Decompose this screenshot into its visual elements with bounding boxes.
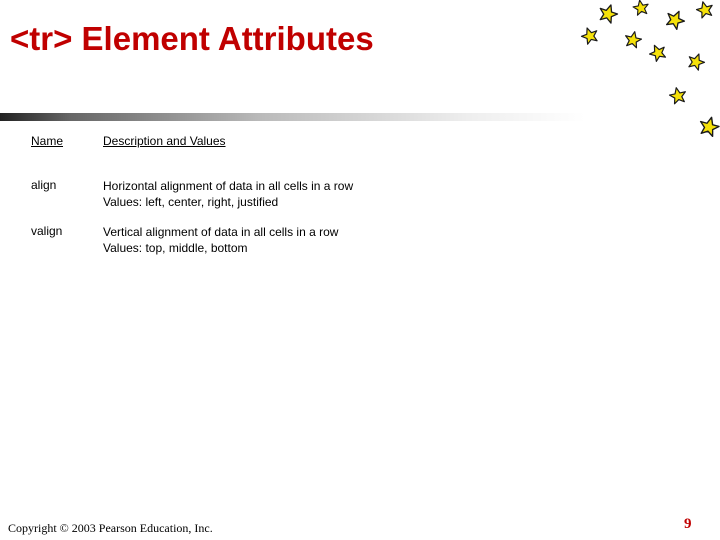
header-name: Name xyxy=(31,134,64,148)
table-row xyxy=(31,224,591,256)
table-header-row xyxy=(31,134,591,148)
copyright-footer: Copyright © 2003 Pearson Education, Inc. xyxy=(8,521,213,535)
attribute-name: align xyxy=(31,178,57,192)
stars-icon xyxy=(578,0,720,145)
title-underline-rule xyxy=(0,113,585,121)
attribute-values: Values: left, center, right, justified xyxy=(103,195,279,209)
page-number: 9 xyxy=(684,516,692,532)
table-row xyxy=(31,178,591,210)
attribute-name: valign xyxy=(31,224,63,238)
attributes-table xyxy=(31,134,591,256)
attribute-description: Vertical alignment of data in all cells in a row xyxy=(103,225,339,239)
attribute-description: Horizontal alignment of data in all cells in a row xyxy=(103,179,354,193)
header-description: Description and Values xyxy=(103,134,226,148)
attribute-values: Values: top, middle, bottom xyxy=(103,241,248,255)
slide-title: <tr> Element Attributes xyxy=(10,20,374,57)
